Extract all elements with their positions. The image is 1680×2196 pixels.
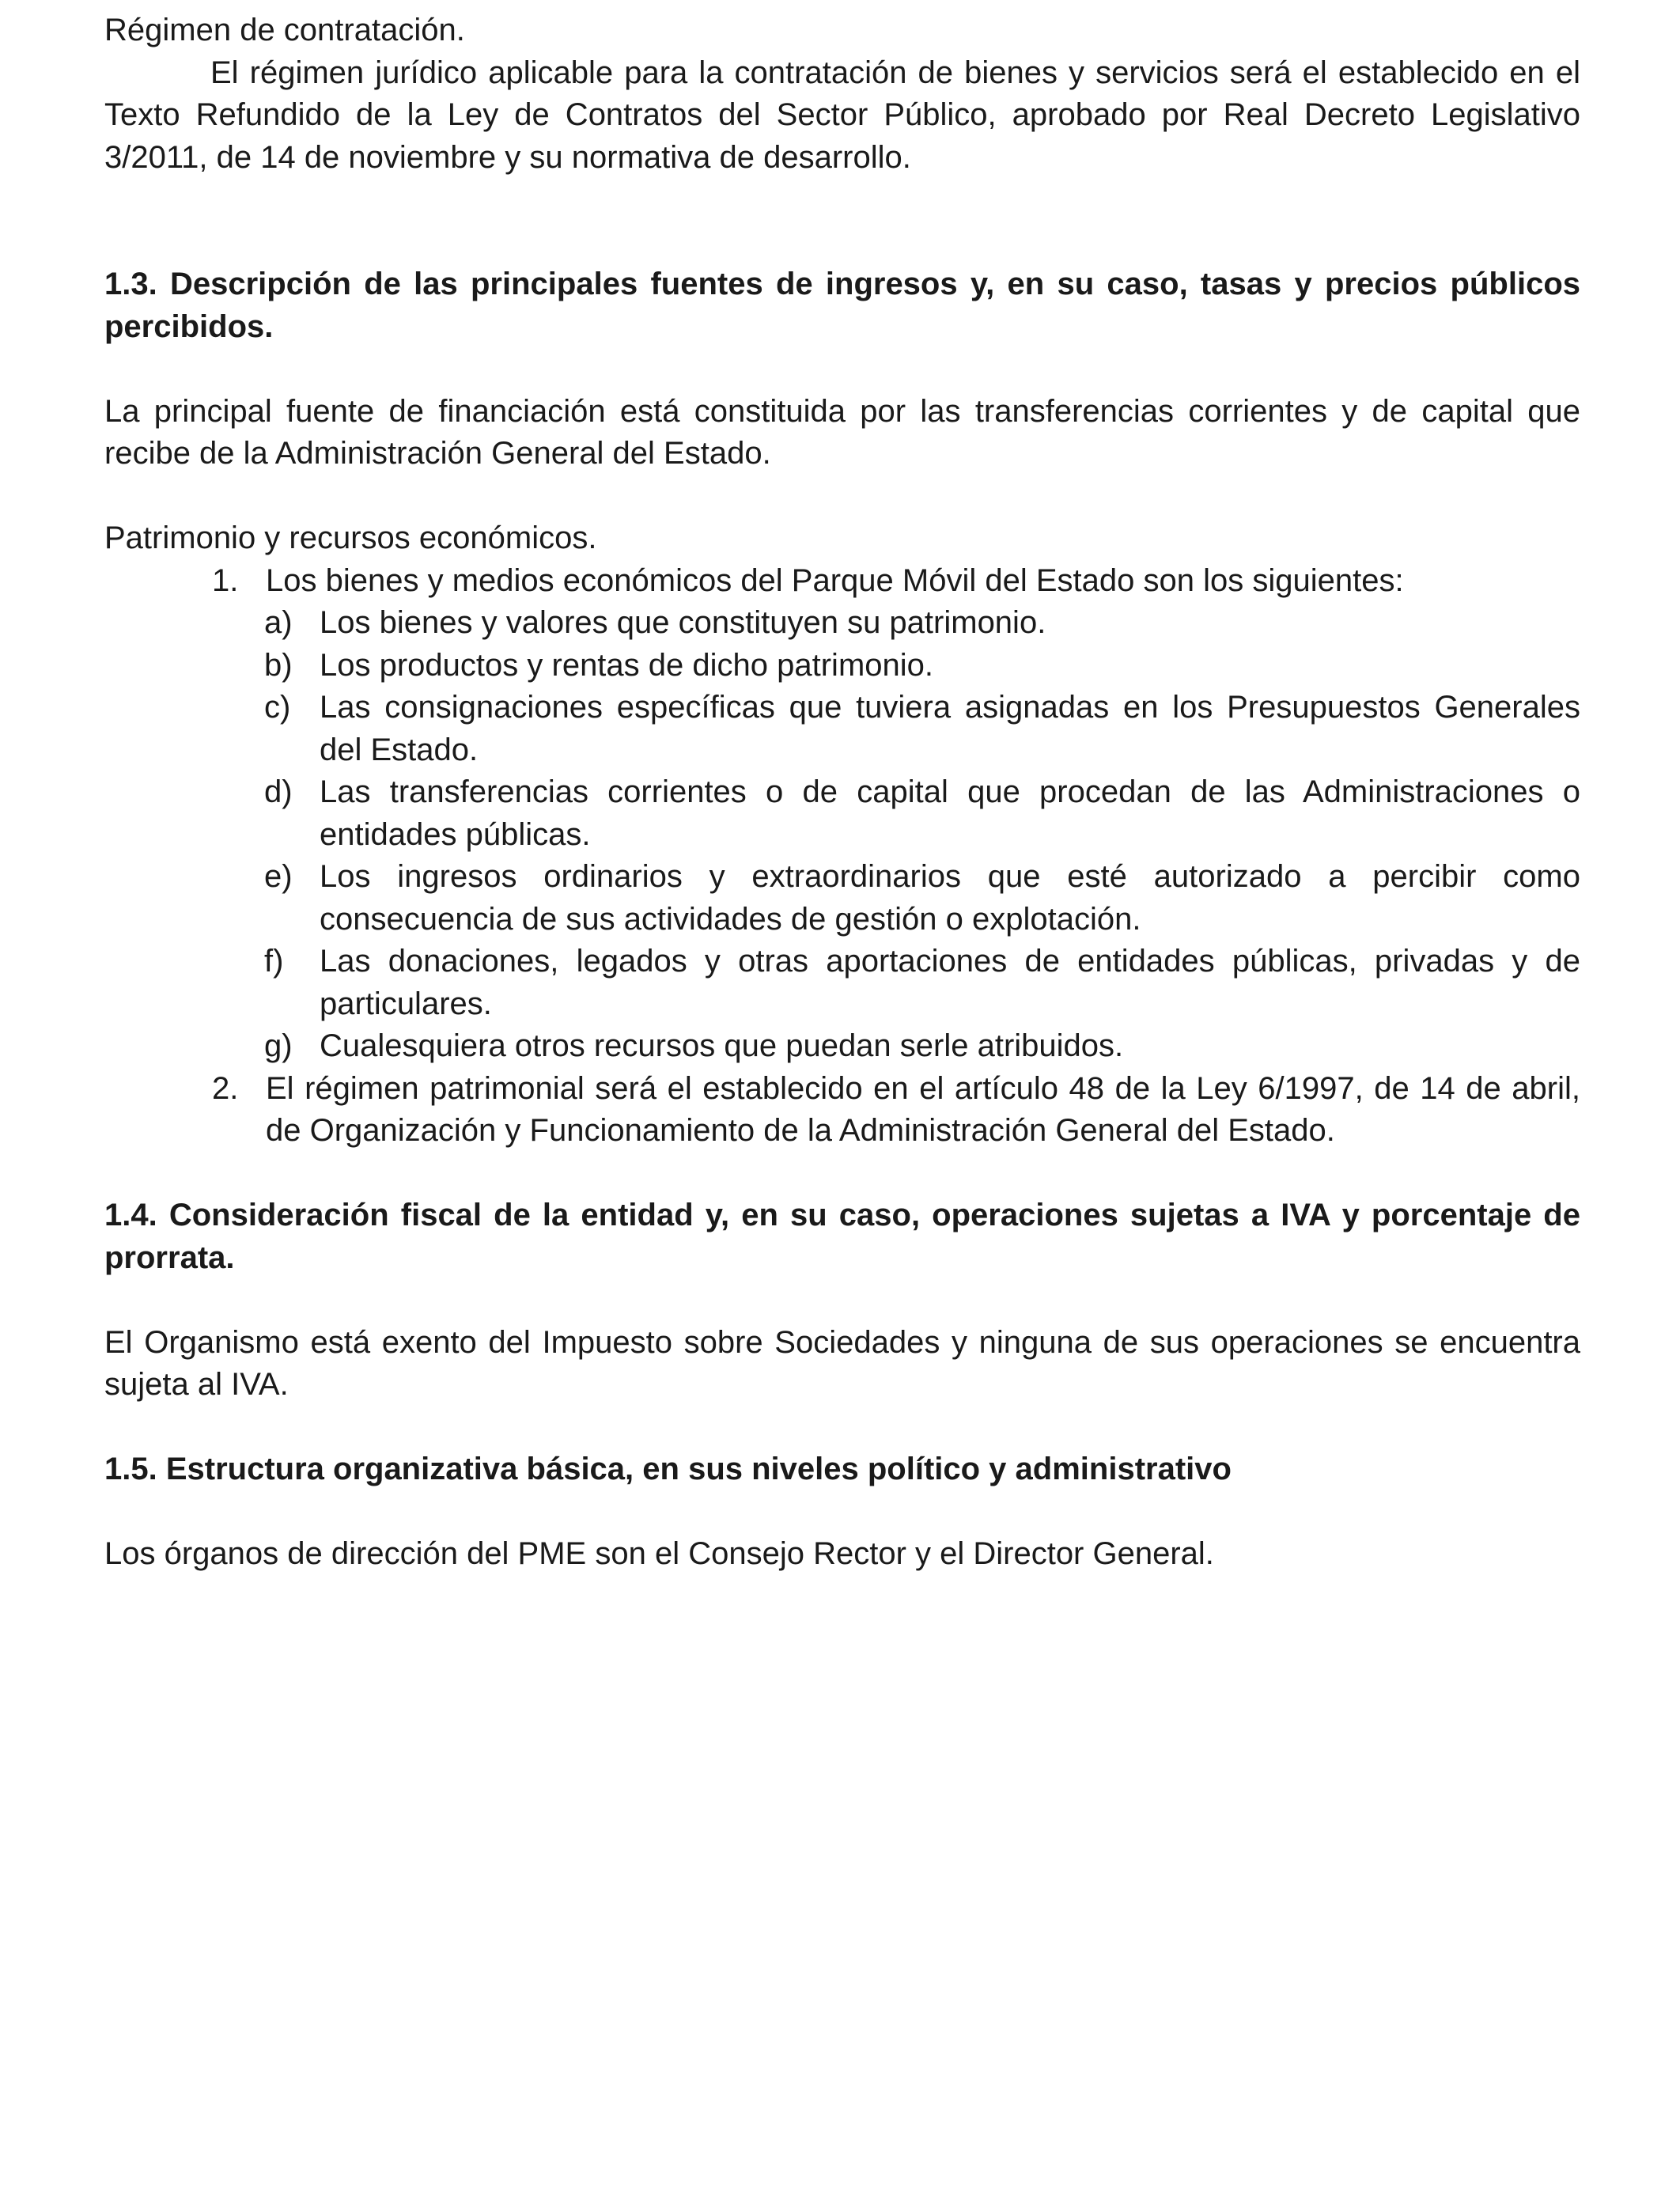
list-item — [104, 560, 1580, 1068]
sub-list-item-text: Las donaciones, legados y otras aportaciones de entidades públicas, privadas y de particulares. — [320, 944, 1580, 1021]
sub-list-marker: a) — [264, 605, 293, 640]
section-1-5-heading: 1.5. Estructura organizativa básica, en sus niveles político y administrativo — [104, 1452, 1232, 1486]
document-page — [104, 9, 1580, 1576]
sub-list-marker: e) — [264, 859, 293, 894]
spacer — [104, 348, 1580, 391]
spacer — [104, 1491, 1580, 1534]
section-1-3-body: La principal fuente de financiación está constituida por las transferencias corrientes y de capital que recibe de la Administración General del Estado. — [104, 393, 1580, 471]
patrimonio-list — [104, 560, 1580, 1153]
sub-list-item — [104, 771, 1580, 856]
section-1-4-body: El Organismo está exento del Impuesto sobre Sociedades y ninguna de sus operaciones se encuentra sujeta al IVA. — [104, 1324, 1580, 1402]
sub-list — [104, 602, 1580, 1068]
sub-list-marker: b) — [264, 647, 293, 683]
spacer — [104, 1153, 1580, 1195]
sub-list-marker: c) — [264, 690, 291, 725]
sub-list-item — [104, 645, 1580, 687]
spacer — [104, 1279, 1580, 1322]
section-1-4-heading: 1.4. Consideración fiscal de la entidad y, en su caso, operaciones sujetas a IVA y porcentaje de prorrata. — [104, 1198, 1580, 1275]
spacer — [104, 475, 1580, 518]
sub-list-marker: g) — [264, 1028, 293, 1063]
patrimonio-title: Patrimonio y recursos económicos. — [104, 521, 597, 555]
sub-list-item — [104, 856, 1580, 941]
sub-list-item-text: Los bienes y valores que constituyen su patrimonio. — [320, 605, 1046, 640]
sub-list-item — [104, 1025, 1580, 1068]
contratacion-title: Régimen de contratación. — [104, 13, 465, 47]
spacer — [104, 1407, 1580, 1449]
sub-list-item — [104, 602, 1580, 645]
sub-list-marker: f) — [264, 944, 284, 979]
list-item-text: Los bienes y medios económicos del Parque Móvil del Estado son los siguientes: — [266, 562, 1404, 598]
list-item — [104, 1068, 1580, 1153]
sub-list-item-text: Las transferencias corrientes o de capital que procedan de las Administraciones o entidades públicas. — [320, 774, 1580, 852]
sub-list-marker: d) — [264, 774, 293, 809]
sub-list-item — [104, 687, 1580, 771]
section-1-5-body: Los órganos de dirección del PME son el Consejo Rector y el Director General. — [104, 1536, 1214, 1571]
list-item-text: El régimen patrimonial será el establecido en el artículo 48 de la Ley 6/1997, de 14 de abril, de Organización y Funcionamiento de la Administración General del Estado. — [266, 1070, 1580, 1148]
sub-list-item-text: Las consignaciones específicas que tuviera asignadas en los Presupuestos Generales del Estado. — [320, 690, 1580, 767]
sub-list-item — [104, 941, 1580, 1025]
list-marker: 2. — [212, 1070, 239, 1106]
sub-list-item-text: Los productos y rentas de dicho patrimonio. — [320, 647, 933, 683]
spacer — [104, 179, 1580, 263]
section-1-3-heading: 1.3. Descripción de las principales fuentes de ingresos y, en su caso, tasas y precios públicos percibidos. — [104, 267, 1580, 344]
sub-list-item-text: Cualesquiera otros recursos que puedan serle atribuidos. — [320, 1028, 1124, 1063]
sub-list-item-text: Los ingresos ordinarios y extraordinarios que esté autorizado a percibir como consecuencia de sus actividades de gestión o explotación. — [320, 859, 1580, 937]
list-marker: 1. — [212, 562, 239, 598]
contratacion-body: El régimen jurídico aplicable para la contratación de bienes y servicios será el establecido en el Texto Refundido de la Ley de Contratos del Sector Público, aprobado por Real Decreto Legislativo 3/2011, de 14 de noviembre y su normativa de desarrollo. — [104, 55, 1580, 175]
